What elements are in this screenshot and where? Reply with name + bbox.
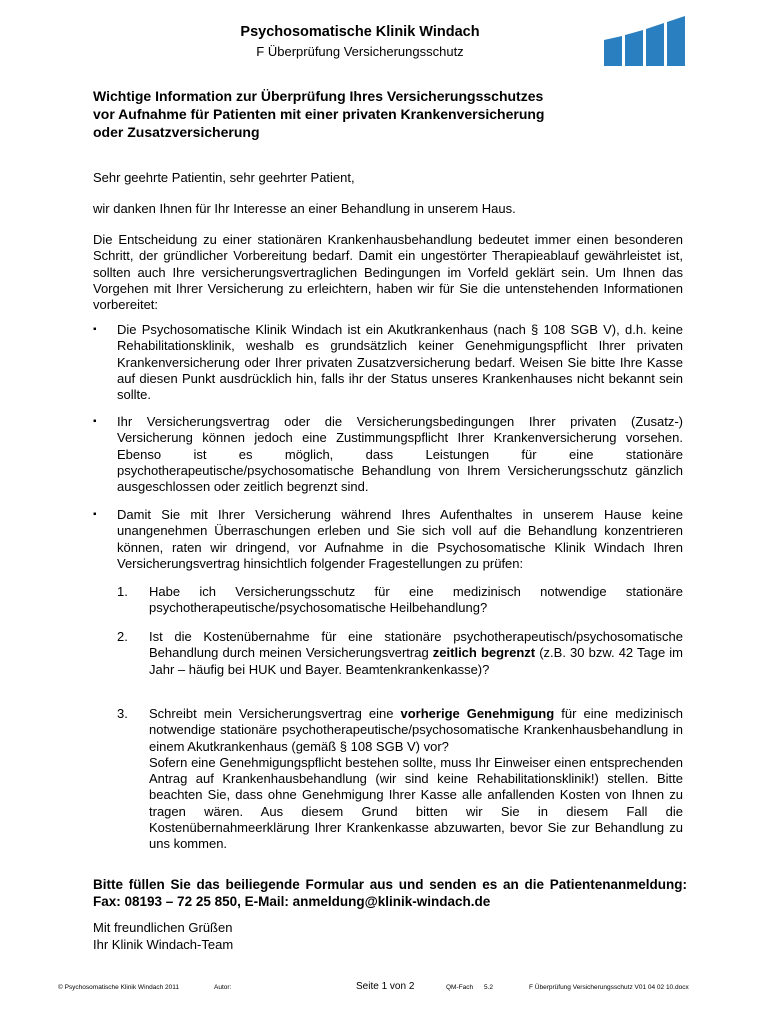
question-number: 3. (117, 706, 128, 721)
closing-signature: Ihr Klinik Windach-Team (93, 937, 234, 952)
question-text-part: Schreibt mein Versicherungsvertrag eine (149, 706, 401, 721)
salutation: Sehr geehrte Patientin, sehr geehrter Patient, (93, 170, 355, 185)
logo-bar-1 (604, 36, 622, 66)
intro-text: wir danken Ihnen für Ihr Interesse an einer Behandlung in unserem Haus. (93, 201, 516, 216)
question-text-part: für eine medizinisch notwendige stationäre psychotherapeutische/psychosomatische Krankenhausbehandlung in einem Akutkrankenhaus (gemäß § 108 SGB V) vor? (149, 706, 684, 754)
bullet-marker: ▪ (93, 324, 97, 335)
footer-author: Autor: (214, 984, 232, 991)
question-text (149, 629, 683, 678)
document-title-line-3: oder Zusatzversicherung (93, 124, 260, 140)
question-emphasis: vorherige Genehmigung (400, 706, 555, 721)
question-text: Habe ich Versicherungsschutz für eine medizinisch notwendige stationäre psychotherapeutische/psychosomatische Heilbehandlung? (149, 584, 683, 616)
bullet-item: Ihr Versicherungsvertrag oder die Versicherungsbedingungen Ihrer privaten (Zusatz-) Versicherung können jedoch eine Zustimmungspflicht Ihrer Krankenversicherung vorsehen. Ebenso ist es möglich, dass Leistungen für eine stationäre psychotherapeutische/psychosomatische Behandlung von Ihrem Versicherungsschutz gänzlich ausgeschlossen oder zeitlich begrenzt sind. (117, 414, 683, 495)
question-note: Sofern eine Genehmigungspflicht bestehen sollte, muss Ihr Einweiser einen entsprechenden Antrag auf Krankenhausbehandlung (wir sind keine Rehabilitationsklinik!) stellen. Bitte beachten Sie, dass ohne Genehmigung Ihrer Kasse alle anfallenden Kosten von Ihnen zu tragen wären. Aus diesem Grund bitten wir Sie in diesem Fall die Kostenübernahmeerklärung Ihrer Krankenkasse abzuwarten, bevor Sie zur Behandlung zu uns kommen. (149, 754, 683, 852)
paragraph-decision: Die Entscheidung zu einer stationären Krankenhausbehandlung bedeutet immer einen besonderen Schritt, der gründlicher Vorbereitung bedarf. Damit ein ungestörter Therapieablauf gewährleistet ist, sollten auch Ihre versicherungsvertraglichen Bedingungen im Vorfeld geklärt sein. Um Ihnen das Vorgehen mit Ihrer Versicherung zu erleichtern, haben wir für Sie die untenstehenden Informationen vorbereitet: (93, 232, 683, 313)
bullet-item: Damit Sie mit Ihrer Versicherung während Ihres Aufenthaltes in unserem Hause keine unangenehmen Überraschungen erleben und Sie sich voll auf die Behandlung konzentrieren können, raten wir dringend, vor Aufnahme in die Psychosomatische Klinik Windach Ihren Versicherungsvertrag hinsichtlich folgender Fragestellungen zu prüfen: (117, 507, 683, 571)
question-number: 1. (117, 584, 128, 599)
logo-bar-2 (625, 30, 643, 66)
logo-bar-3 (646, 23, 664, 66)
question-text (149, 706, 683, 853)
bullet-marker: ▪ (93, 416, 97, 427)
clinic-logo (604, 16, 686, 66)
footer-copyright: © Psychosomatische Klinik Windach 2011 (58, 984, 180, 991)
footer-qm-number: 5.2 (484, 984, 494, 991)
question-text-part: (z.B. 30 bzw. 42 Tage im Jahr – häufig bei HUK und Bayer. Beamtenkrankenkasse)? (149, 645, 684, 677)
question-text-part: Ist die Kostenübernahme für eine stationäre psychotherapeutisch/psychosomatische Behandlung durch meinen Versicherungsvertrag (149, 629, 683, 661)
footer-qm: QM-Fach (446, 984, 474, 991)
closing-greeting: Mit freundlichen Grüßen (93, 920, 233, 935)
bullet-marker: ▪ (93, 509, 97, 520)
footer-page-number: Seite 1 von 2 (356, 981, 415, 992)
form-subtitle: F Überprüfung Versicherungsschutz (256, 44, 464, 59)
document-title (93, 87, 653, 141)
call-to-action: Bitte füllen Sie das beiliegende Formular aus und senden es an die Patientenanmeldung: Fax: 08193 – 72 25 850, E-Mail: anmeldung@klinik-windach.de (93, 877, 687, 909)
document-title-line-2: vor Aufnahme für Patienten mit einer privaten Krankenversicherung (93, 106, 545, 122)
question-emphasis: zeitlich begrenzt (432, 645, 536, 661)
question-number: 2. (117, 629, 128, 644)
footer-filename: F Überprüfung Versicherungsschutz V01 04 02 10.docx (529, 984, 689, 991)
clinic-name: Psychosomatische Klinik Windach (240, 24, 480, 40)
document-title-line-1: Wichtige Information zur Überprüfung Ihres Versicherungsschutzes (93, 88, 544, 104)
bullet-item: Die Psychosomatische Klinik Windach ist ein Akutkrankenhaus (nach § 108 SGB V), d.h. keine Rehabilitationsklinik, weshalb es grundsätzlich keiner Genehmigungspflicht Ihrer privaten Krankenversicherung oder Ihrer privaten Zusatzversicherung bedarf. Weisen Sie bitte Ihre Kasse auf diesen Punkt ausdrücklich hin, falls ihr der Status unseres Krankenhauses nicht bekannt sein sollte. (117, 322, 683, 403)
closing (93, 919, 233, 953)
logo-bar-4 (667, 16, 685, 66)
